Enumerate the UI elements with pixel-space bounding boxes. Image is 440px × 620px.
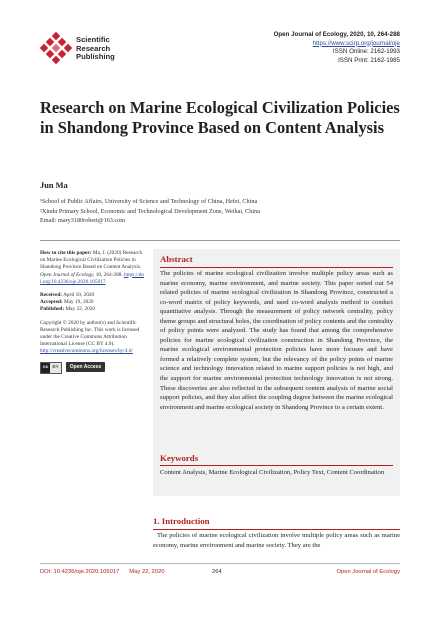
abstract-box	[153, 249, 400, 496]
affiliations	[40, 197, 260, 226]
issn-print: ISSN Print: 2162-1985	[338, 56, 400, 64]
intro-rule	[153, 529, 400, 530]
article-dates: Received: April 10, 2020 Accepted: May 19, 2020 Published: May 22, 2020	[40, 292, 96, 313]
abstract-text: The policies of marine ecological civilization involve multiple policy areas such as marine economy, marine environment, and marine society. This paper sorted out 54 related policies of marine ecological civilization in Shandong Province, constructed a co-word matrix of policy keywords, and used co-word analysis method to conduct quantitative analysis. Through the measurement of policy network centrality, policy theme groups and structural holes, the coordination of policy contents and the centrality of policy points were analyzed. The study has found that among the comprehensive policies for marine ecological civilization construction in Shandong Province, the marine ecological environmental protection policies have more focuses and have formed a relatively complete system, but the relevancy of the policy points of marine science and technology innovation related to marine support policies is not high, and the support for marine environmental protection technology innovation is not strong. These discoveries are also reflected in the subsequent content analysis of marine social support policies, and they also affect the coupling degree between the marine ecological environment and marine ecological society in Shandong Province to a certain extent.	[160, 270, 393, 411]
author-name: Jun Ma	[40, 181, 68, 190]
footer-journal-name: Open Journal of Ecology	[336, 569, 400, 575]
article-title: Research on Marine Ecological Civilization Policies in Shandong Province Based on Content Analysis	[40, 98, 400, 137]
cc-by-badge-icon[interactable]: cc BY	[40, 362, 62, 374]
publisher-name: Scientific Research Publishing	[76, 35, 115, 62]
affiliation-2: ²Xindu Primary School, Economic and Technological Development Zone, Weihai, China	[40, 207, 260, 215]
title-separator	[40, 240, 400, 241]
keywords-rule	[160, 465, 393, 466]
open-access-badge: Open Access	[66, 362, 106, 372]
page-number: 264	[212, 569, 222, 575]
author-email: Email: mary3180robert@163.com	[40, 217, 126, 225]
license-badges	[40, 362, 145, 374]
abstract-rule	[160, 267, 393, 268]
journal-info	[274, 31, 400, 65]
article-info-sidebar	[40, 250, 145, 374]
doi-link[interactable]: https://doi.org/10.4236/oje.2020.105017	[40, 271, 145, 285]
copyright-notice: Copyright © 2020 by author(s) and Scientific Research Publishing Inc. This work is licensed under the Creative Commons Attribution International License (CC BY 4.0). http://creativecommons.org/licenses/by/4.0/	[40, 319, 140, 355]
license-link[interactable]: http://creativecommons.org/licenses/by/4.0/	[40, 348, 133, 355]
keywords-text: Content Analysis, Marine Ecological Civilization, Policy Text, Content Coordination	[160, 469, 385, 476]
intro-text: The policies of marine ecological civilization involve multiple policy areas such as marine economy, marine environment and marine society. They are the	[153, 532, 400, 550]
footer-doi	[40, 569, 164, 575]
keywords-heading: Keywords	[160, 453, 199, 463]
journal-url-link[interactable]: https://www.scirp.org/journal/oje	[312, 39, 400, 47]
footer-rule	[40, 563, 400, 564]
footer-date: May 22, 2020	[129, 569, 165, 575]
intro-heading: 1. Introduction	[153, 516, 210, 526]
journal-citation-line: Open Journal of Ecology, 2020, 10, 264-288	[273, 31, 400, 38]
how-to-cite: How to cite this paper: Ma, J. (2020) Research on Marine Ecological Civilization Policies in Shandong Province Based on Content Analysis. Open Journal of Ecology, 10, 264-288. https://doi.org/10.4236/oje.2020.105017	[40, 250, 145, 285]
affiliation-1: ¹School of Public Affairs, University of Science and Technology of China, Hefei, China	[40, 198, 258, 205]
abstract-heading: Abstract	[160, 254, 193, 264]
footer-doi-link[interactable]: DOI: 10.4236/oje.2020.105017	[40, 569, 120, 575]
issn-online: ISSN Online: 2162-1993	[332, 48, 400, 56]
scirp-logo-icon	[40, 32, 72, 64]
